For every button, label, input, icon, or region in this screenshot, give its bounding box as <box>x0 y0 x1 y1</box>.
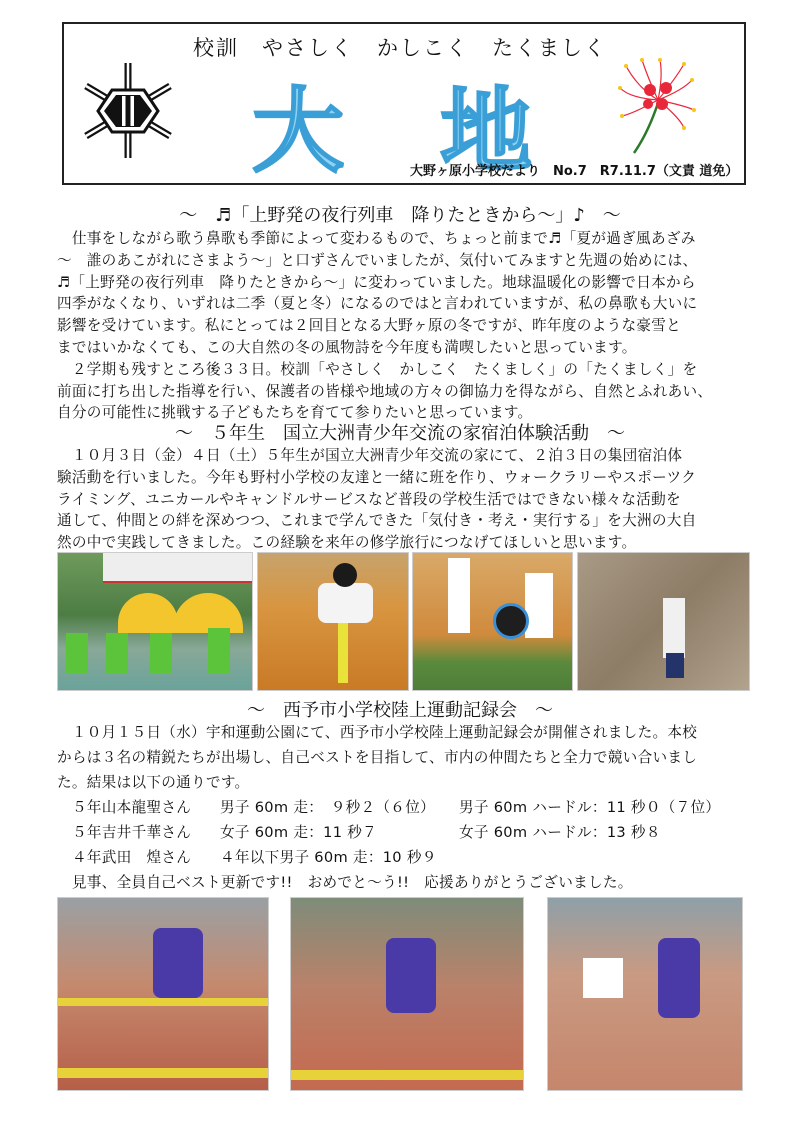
title-char-dai: 大 <box>252 77 345 185</box>
paragraph-line: 然の中で実践してきました。この経験を来年の修学旅行につなげてほしいと思います。 <box>57 534 637 552</box>
paragraph-line: 前面に打ち出した指導を行い、保護者の皆様や地域の方々の御協力を得ながら、自然とふれあい、 <box>57 382 713 400</box>
photo-unicurl <box>412 552 573 691</box>
red-spider-lily-icon <box>618 58 698 158</box>
photo-unicurl-stacking <box>257 552 409 691</box>
photo-walk-rally <box>57 552 253 691</box>
photo-sprint <box>547 897 743 1091</box>
athlete-name: ５年吉井千華さん <box>72 824 192 841</box>
athlete-name: ５年山本龍聖さん <box>72 799 192 816</box>
paragraph-line: １０月３日（金）４日（土）５年生が国立大洲青少年交流の家にて、２泊３日の集団宿泊体 <box>57 447 683 464</box>
school-motto: 校訓 やさしく かしこく たくましく <box>193 36 607 60</box>
paragraph-line: 通して、仲間との絆を深めつつ、これまで学んできた「気付き・考え・実行する」を大洲の大自 <box>57 512 697 530</box>
paragraph-line: た。結果は以下の通りです。 <box>57 774 250 791</box>
result-event1: 男子 60m 走： ９秒２（６位） <box>220 799 435 816</box>
paragraph-line: 仕事をしながら歌う鼻歌も季節によって変わるもので、ちょっと前まで♬「夏が過ぎ風あざみ <box>57 230 696 247</box>
result-event2: 女子 60m ハードル：13 秒８ <box>459 824 661 841</box>
paragraph-line: １０月１５日（水）宇和運動公園にて、西予市小学校陸上運動記録会が開催されました。本校 <box>57 724 698 741</box>
athlete-name: ４年武田 煌さん <box>72 849 192 866</box>
result-event1: 女子 60m 走：11 秒７ <box>220 824 378 841</box>
section2-title: ～ ５年生 国立大洲青少年交流の家宿泊体験活動 ～ <box>175 423 625 444</box>
paragraph-line: ２学期も残すところ後３３日。校訓「やさしく かしこく たくましく」の「たくましく」を <box>57 360 698 378</box>
paragraph-line: ♬「上野発の夜行列車 降りたときから～」に変わっていました。地球温暖化の影響で日本から <box>57 273 696 291</box>
paragraph-line: からは３名の精鋭たちが出場し、自己ベストを目指して、市内の仲間たちと全力で競い合いまし <box>57 749 698 766</box>
photo-boys-hurdles <box>57 897 269 1091</box>
section3-title: ～ 西予市小学校陸上運動記録会 ～ <box>247 700 553 721</box>
closing-line: 見事、全員自己ベスト更新です!! おめでと～う!! 応援ありがとうございました。 <box>57 874 633 891</box>
paragraph-line: ～ 誰のあこがれにさまよう～」と口ずさんでいましたが、気付いてみますと先週の始めには、 <box>57 251 698 269</box>
paragraph-line: 影響を受けています。私にとっては２回目となる大野ヶ原の冬ですが、昨年度のような豪雪と <box>57 317 682 335</box>
photo-girls-hurdles <box>290 897 524 1091</box>
result-event1: ４年以下男子 60m 走：10 秒９ <box>220 849 437 866</box>
section1-title: ～ ♬「上野発の夜行列車 降りたときから～」♪ ～ <box>179 205 621 226</box>
title-char-chi: 地 <box>440 77 533 185</box>
photo-climbing-wall <box>577 552 750 691</box>
paragraph-line: ライミング、ユニカールやキャンドルサービスなど普段の学校生活ではできない様々な活動を <box>57 490 681 508</box>
paragraph-line: 自分の可能性に挑戦する子どもたちを育てて参りたいと思っています。 <box>57 404 533 422</box>
issue-info: 大野ヶ原小学校だより No.7 R7.11.7（文責 道免） <box>410 164 739 179</box>
result-event2: 男子 60m ハードル：11 秒０（７位） <box>459 799 721 816</box>
paragraph-line: 四季がなくなり、いずれは二季（夏と冬）になるのではと言われていますが、私の鼻歌も大いに <box>57 295 698 313</box>
school-emblem-icon <box>78 58 178 163</box>
paragraph-line: まではいかなくても、この大自然の冬の風物詩を今年度も満喫したいと思っています。 <box>57 339 637 356</box>
paragraph-line: 験活動を行いました。今年も野村小学校の友達と一緒に班を作り、ウォークラリーやスポーツク <box>57 468 697 486</box>
